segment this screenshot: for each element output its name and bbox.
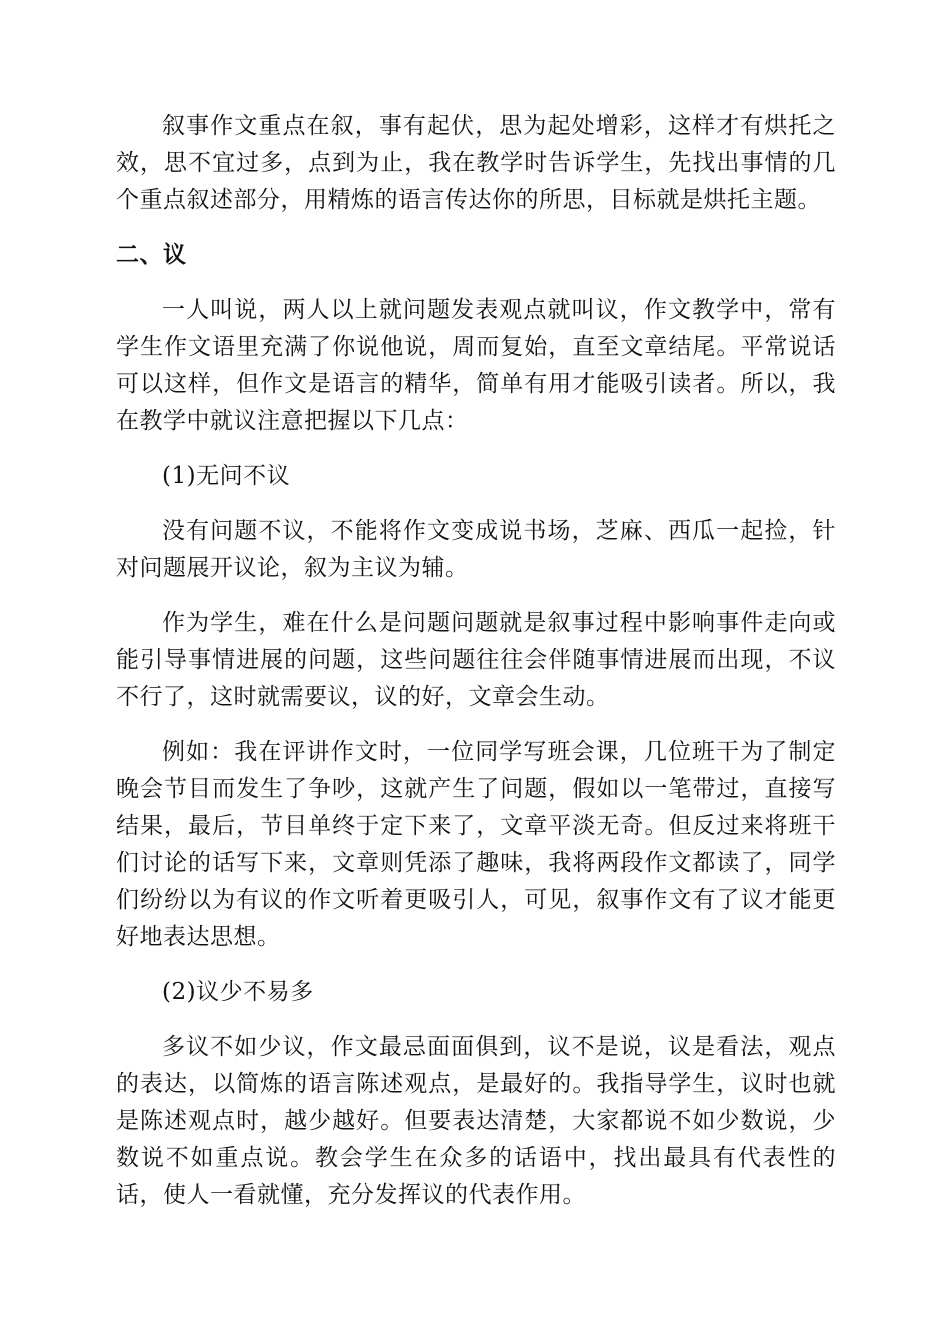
paragraph-less-is-more: 多议不如少议，作文最忌面面俱到，议不是说，议是看法，观点的表达，以简炼的语言陈述观点，是最好的。我指导学生，议时也就是陈述观点时，越少越好。但要表达清楚，大家都说不如少数说，少数说不如重点说。教会学生在众多的话语中，找出最具有代表性的话，使人一看就懂，充分发挥议的代表作用。: [116, 1034, 836, 1208]
point-2-title: (2)议少不易多: [162, 979, 314, 1005]
section-heading: 二、议: [116, 242, 187, 268]
document-page: [116, 108, 836, 1232]
point-1-title: (1)无问不议: [162, 463, 291, 489]
paragraph-example: 例如：我在评讲作文时，一位同学写班会课，几位班干为了制定晚会节目而发生了争吵，这就产生了问题，假如以一笔带过，直接写结果，最后，节目单终于定下来了，文章平淡无奇。但反过来将班干们讨论的话写下来，文章则凭添了趣味，我将两段作文都读了，同学们纷纷以为有议的作文听着更吸引人，可见，叙事作文有了议才能更好地表达思想。: [116, 739, 836, 950]
paragraph-what-is-question: 作为学生，难在什么是问题问题就是叙事过程中影响事件走向或能引导事情进展的问题，这些问题往往会伴随事情进展而出现，不议不行了，这时就需要议，议的好，文章会生动。: [116, 610, 836, 710]
paragraph-narration-focus: 叙事作文重点在叙，事有起伏，思为起处增彩，这样才有烘托之效，思不宜过多，点到为止，我在教学时告诉学生，先找出事情的几个重点叙述部分，用精炼的语言传达你的所思，目标就是烘托主题。: [116, 113, 836, 213]
paragraph-discussion-intro: 一人叫说，两人以上就问题发表观点就叫议，作文教学中，常有学生作文语里充满了你说他说，周而复始，直至文章结尾。平常说话可以这样，但作文是语言的精华，简单有用才能吸引读者。所以，我在教学中就议注意把握以下几点：: [116, 297, 836, 434]
paragraph-no-question-no-discussion: 没有问题不议，不能将作文变成说书场，芝麻、西瓜一起捡，针对问题展开议论，叙为主议为辅。: [116, 518, 836, 581]
